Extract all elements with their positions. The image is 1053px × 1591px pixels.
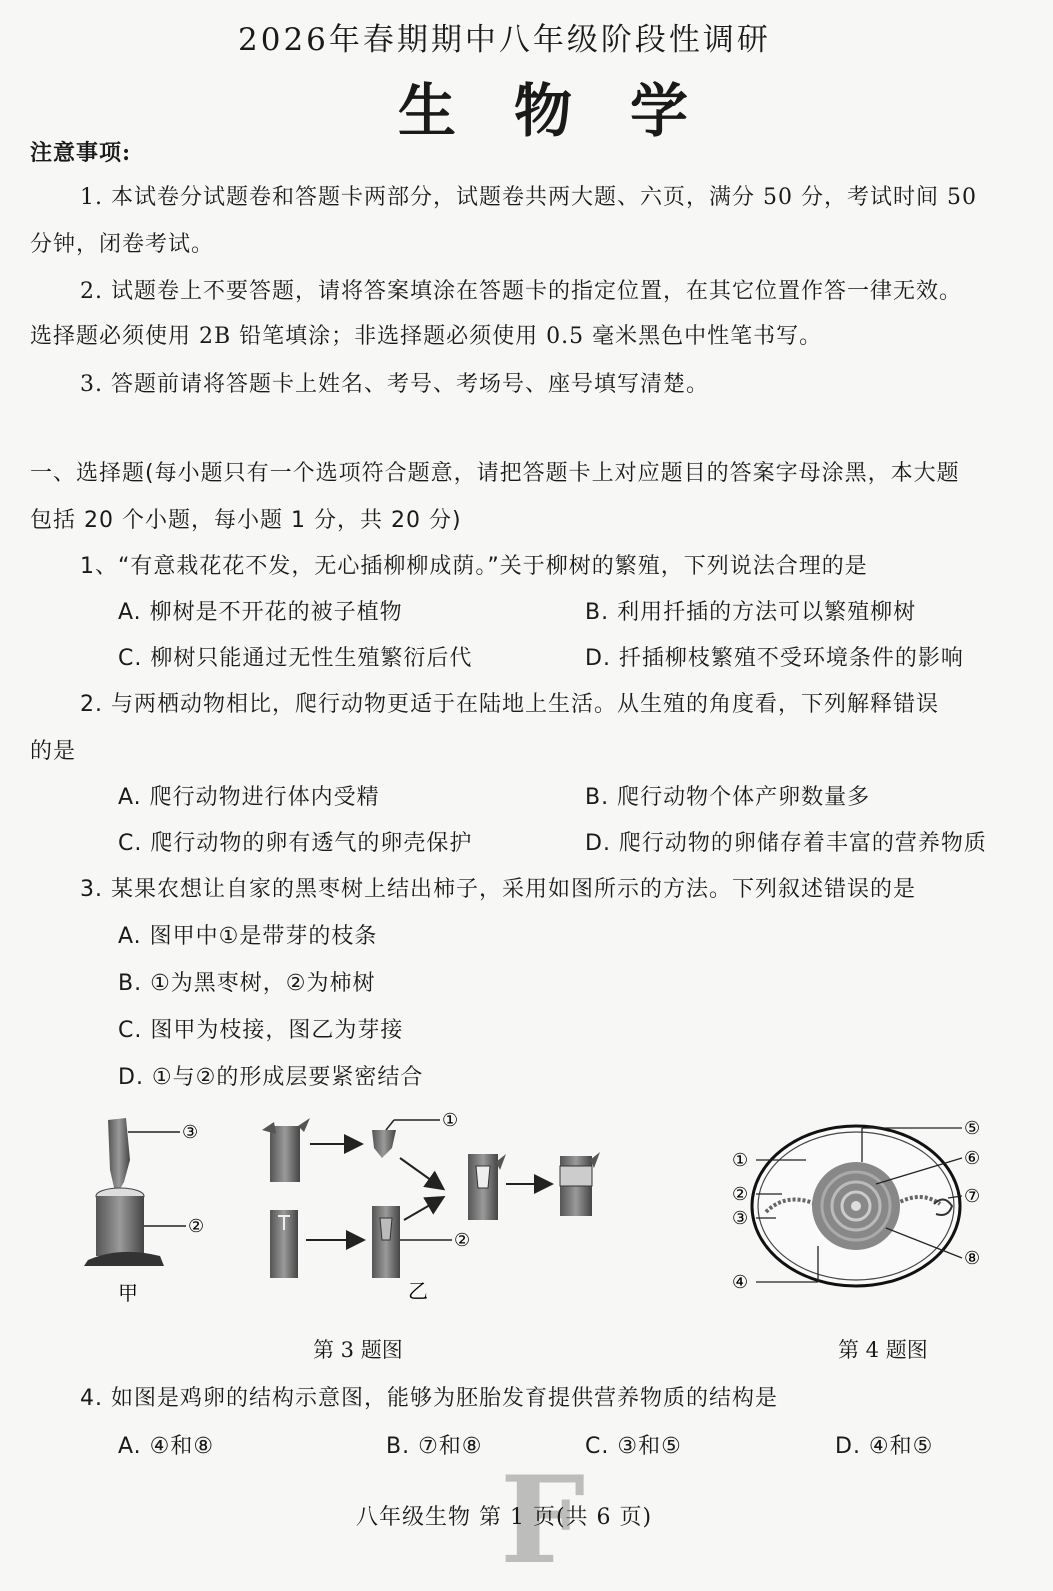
page-footer: 八年级生物 第 1 页(共 6 页) — [356, 1505, 653, 1530]
q1-option-d: D. 扦插柳枝繁殖不受环境条件的影响 — [585, 646, 964, 671]
q4-option-d: D. ④和⑤ — [835, 1434, 934, 1459]
q4-stem: 4. 如图是鸡卵的结构示意图，能够为胚胎发育提供营养物质的结构是 — [80, 1386, 778, 1411]
notice-item-2: 2. 试题卷上不要答题，请将答案填涂在答题卡的指定位置，在其它位置作答一律无效。 — [80, 279, 962, 304]
q2-option-b: B. 爬行动物个体产卵数量多 — [585, 785, 871, 810]
q3-option-d: D. ①与②的形成层要紧密结合 — [118, 1065, 424, 1090]
notice-item-2-cont: 选择题必须使用 2B 铅笔填涂；非选择题必须使用 0.5 毫米黑色中性笔书写。 — [30, 324, 823, 349]
q4-option-b: B. ⑦和⑧ — [386, 1434, 483, 1459]
q2-stem: 2. 与两栖动物相比，爬行动物更适于在陆地上生活。从生殖的角度看，下列解释错误 — [80, 692, 939, 717]
q3-option-b: B. ①为黑枣树，②为柿树 — [118, 971, 376, 996]
fig3-bud-piece — [372, 1130, 396, 1158]
fig4-marker-4: ④ — [732, 1272, 749, 1293]
q2-option-c: C. 爬行动物的卵有透气的卵壳保护 — [118, 831, 473, 856]
q4-option-a: A. ④和⑧ — [118, 1434, 215, 1459]
fig4-caption: 第 4 题图 — [838, 1338, 928, 1362]
q1-option-c: C. 柳树只能通过无性生殖繁衍后代 — [118, 646, 473, 671]
notice-item-1: 1. 本试卷分试题卷和答题卡两部分，试题卷共两大题、六页，满分 50 分，考试时间 50 — [80, 185, 977, 210]
q3-option-c: C. 图甲为枝接，图乙为芽接 — [118, 1018, 404, 1043]
notice-item-3: 3. 答题前请将答题卡上姓名、考号、考场号、座号填写清楚。 — [80, 372, 709, 397]
fig4-marker-5: ⑤ — [964, 1118, 981, 1139]
fig4-marker-3: ③ — [732, 1208, 749, 1229]
fig4-marker-8: ⑧ — [964, 1248, 981, 1269]
fig3-marker-1: ① — [442, 1110, 459, 1131]
q1-stem: 1、“有意栽花花不发，无心插柳柳成荫。”关于柳树的繁殖，下列说法合理的是 — [80, 554, 868, 579]
q3-stem: 3. 某果农想让自家的黑枣树上结出柿子，采用如图所示的方法。下列叙述错误的是 — [80, 877, 916, 902]
subject-title: 生物学 — [398, 77, 747, 145]
fig3-caption: 第 3 题图 — [313, 1338, 403, 1362]
fig4-marker-1: ① — [732, 1150, 749, 1171]
q2-option-a: A. 爬行动物进行体内受精 — [118, 785, 380, 810]
fig3-stock — [96, 1196, 144, 1256]
section1-heading: 一、选择题(每小题只有一个选项符合题意，请把答题卡上对应题目的答案字母涂黑，本大题 — [30, 461, 960, 486]
q3-option-a: A. 图甲中①是带芽的枝条 — [118, 924, 378, 949]
fig4-marker-7: ⑦ — [964, 1186, 981, 1207]
fig3-grafting-diagram — [80, 1100, 640, 1310]
fig3-scion — [108, 1118, 130, 1196]
q1-option-a: A. 柳树是不开花的被子植物 — [118, 600, 403, 625]
fig3-label-jia: 甲 — [118, 1281, 138, 1305]
fig3-marker-3: ③ — [182, 1122, 199, 1143]
q4-option-c: C. ③和⑤ — [585, 1434, 682, 1459]
q2-stem-cont: 的是 — [30, 739, 77, 764]
section1-heading-cont: 包括 20 个小题，每小题 1 分，共 20 分) — [30, 508, 462, 533]
fig4-egg-diagram — [726, 1108, 1026, 1318]
fig3-label-yi: 乙 — [408, 1279, 428, 1303]
watermark-letter: F — [500, 1450, 586, 1591]
exam-title: 2026年春期期中八年级阶段性调研 — [238, 22, 771, 58]
fig3-marker-2b: ② — [454, 1230, 471, 1251]
notice-heading: 注意事项: — [30, 140, 132, 166]
q2-option-d: D. 爬行动物的卵储存着丰富的营养物质 — [585, 831, 987, 856]
q1-option-b: B. 利用扦插的方法可以繁殖柳树 — [585, 600, 917, 625]
fig4-marker-6: ⑥ — [964, 1148, 981, 1169]
notice-item-1-cont: 分钟，闭卷考试。 — [30, 232, 215, 257]
fig3-marker-2a: ② — [188, 1216, 205, 1237]
fig4-marker-2: ② — [732, 1184, 749, 1205]
